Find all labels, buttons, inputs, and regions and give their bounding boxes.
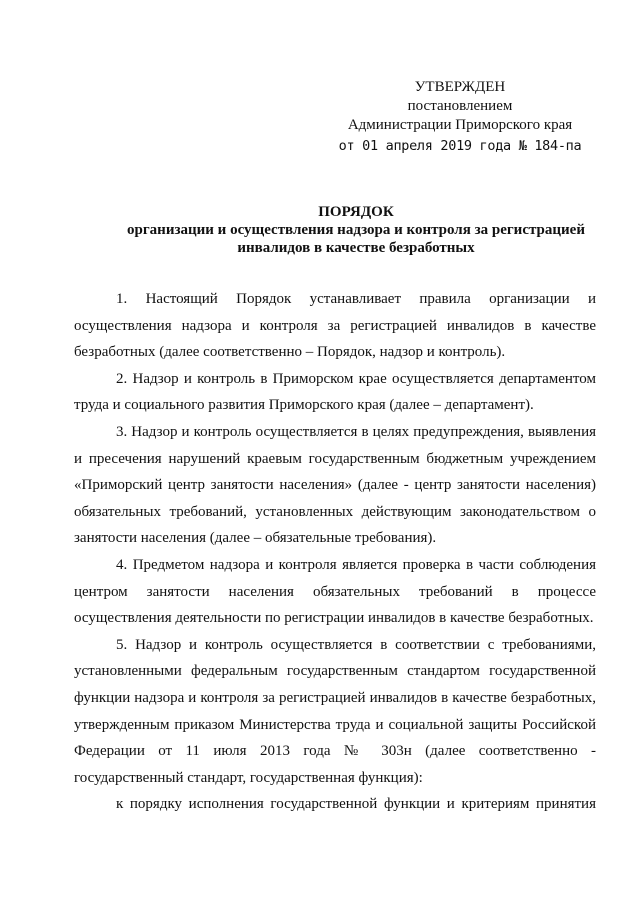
document-body [74, 286, 596, 818]
approved-label: УТВЕРЖДЕН [414, 79, 506, 95]
issuer-label: Администрации Приморского края [347, 117, 573, 133]
document-title-block [118, 203, 594, 257]
paragraph-6-continuation: к порядку исполнения государственной функции и критериям принятия [116, 796, 596, 813]
paragraph-2: 2. Надзор и контроль в Приморском крае осуществляется департаментом труда и социального развития Приморского края (далее – департамент). [74, 370, 596, 414]
paragraph-4: 4. Предметом надзора и контроля является проверка в части соблюдения центром занятости населения обязательных требований в процессе осуществления деятельности по регистрации инвалидов в качестве безработных. [74, 556, 596, 627]
paragraph-3: 3. Надзор и контроль осуществляется в целях предупреждения, выявления и пресечения нарушений краевым государственным бюджетным учреждением «Приморский центр занятости населения» (далее - центр занятости населения) обязательных требований, установленных действующим законодательством о занятости населения (далее – обязательные требования). [74, 423, 596, 547]
paragraph-1: 1. Настоящий Порядок устанавливает правила организации и осуществления надзора и контроля за регистрацией инвалидов в качестве безработных (далее соответственно – Порядок, надзор и контроль). [74, 291, 596, 361]
resolution-date-number: от 01 апреля 2019 года № 184-па [338, 138, 582, 154]
resolution-label: постановлением [407, 98, 513, 114]
document-title: ПОРЯДОК [318, 204, 394, 220]
document-subtitle-line-2: инвалидов в качестве безработных [237, 240, 475, 256]
approval-stamp [330, 78, 590, 156]
paragraph-5: 5. Надзор и контроль осуществляется в соответствии с требованиями, установленными федеральным государственным стандартом государственной функции надзора и контроля за регистрацией инвалидов в качестве безработных, утвержденным приказом Министерства труда и социальной защиты Российской Федерации от 11 июля 2013 года № 303н (далее соответственно - государственный стандарт, государственная функция): [74, 636, 596, 786]
document-subtitle-line-1: организации и осуществления надзора и контроля за регистрацией [127, 222, 585, 238]
